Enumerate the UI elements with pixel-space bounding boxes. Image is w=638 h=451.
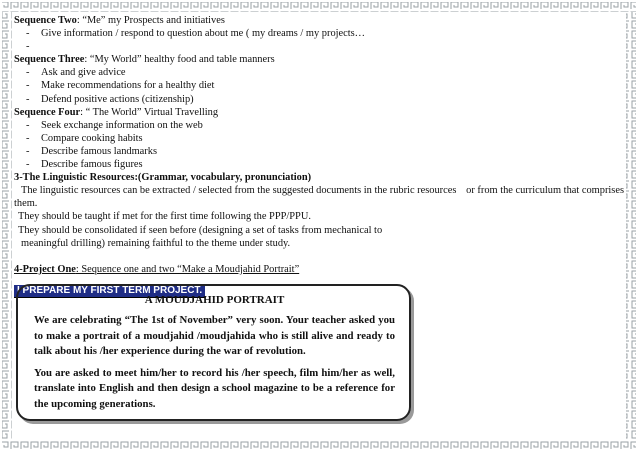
sequence-two-heading: Sequence Two: “Me” my Prospects and initiatives xyxy=(14,15,225,26)
list-item: - Defend positive actions (citizenship) xyxy=(26,93,194,105)
linguistic-resources-heading: 3-The Linguistic Resources:(Grammar, vocabulary, pronunciation) xyxy=(14,172,312,184)
project-paragraph: You are asked to meet him/her to record his /her speech, film him/her as well, translate into English and then design a school magazine to be a reference for the upcoming generations. xyxy=(34,366,395,410)
project-title: A MOUDJAHID PORTRAIT xyxy=(144,294,285,306)
sequence-four-heading: Sequence Four: “ The World” Virtual Travelling xyxy=(14,106,219,118)
linguistic-paragraph-cont: them. xyxy=(14,198,38,210)
list-item: - Describe famous landmarks xyxy=(26,145,157,157)
project-paragraph: We are celebrating “The 1st of November” very soon. Your teacher asked you to make a portrait of a moudjahid /moudjahida who is still alive and ready to talk about his /her experience during the war of revolution. xyxy=(34,314,395,358)
list-item: - Make recommendations for a healthy diet xyxy=(26,80,215,92)
linguistic-paragraph-line: meaningful drilling) remaining faithful to the theme under study. xyxy=(21,237,291,249)
list-item: - Give information / respond to question about me ( my dreams / my projects… xyxy=(26,28,366,40)
list-item: - Compare cooking habits xyxy=(26,132,143,144)
project-box xyxy=(16,284,411,421)
term-project-banner: I PREPARE MY FIRST TERM PROJECT. xyxy=(14,285,205,298)
linguistic-paragraph-line: They should be taught if met for the first time following the PPP/PPU. xyxy=(18,211,311,223)
linguistic-paragraph-line: They should be consolidated if seen before (designing a set of tasks from mechanical to xyxy=(18,224,383,236)
project-one-heading: 4-Project One: Sequence one and two “Make a Moudjahid Portrait” xyxy=(14,263,300,275)
list-item: - Ask and give advice xyxy=(26,67,126,79)
list-item: - Describe famous figures xyxy=(26,159,143,171)
sequence-three-heading: Sequence Three: “My World” healthy food and table manners xyxy=(14,54,275,66)
linguistic-paragraph-line: The linguistic resources can be extracted / selected from the suggested documents in the rubric resources or from the curriculum that comprises xyxy=(21,185,624,197)
list-item: - Seek exchange information on the web xyxy=(26,119,203,131)
list-item: - xyxy=(26,41,30,53)
